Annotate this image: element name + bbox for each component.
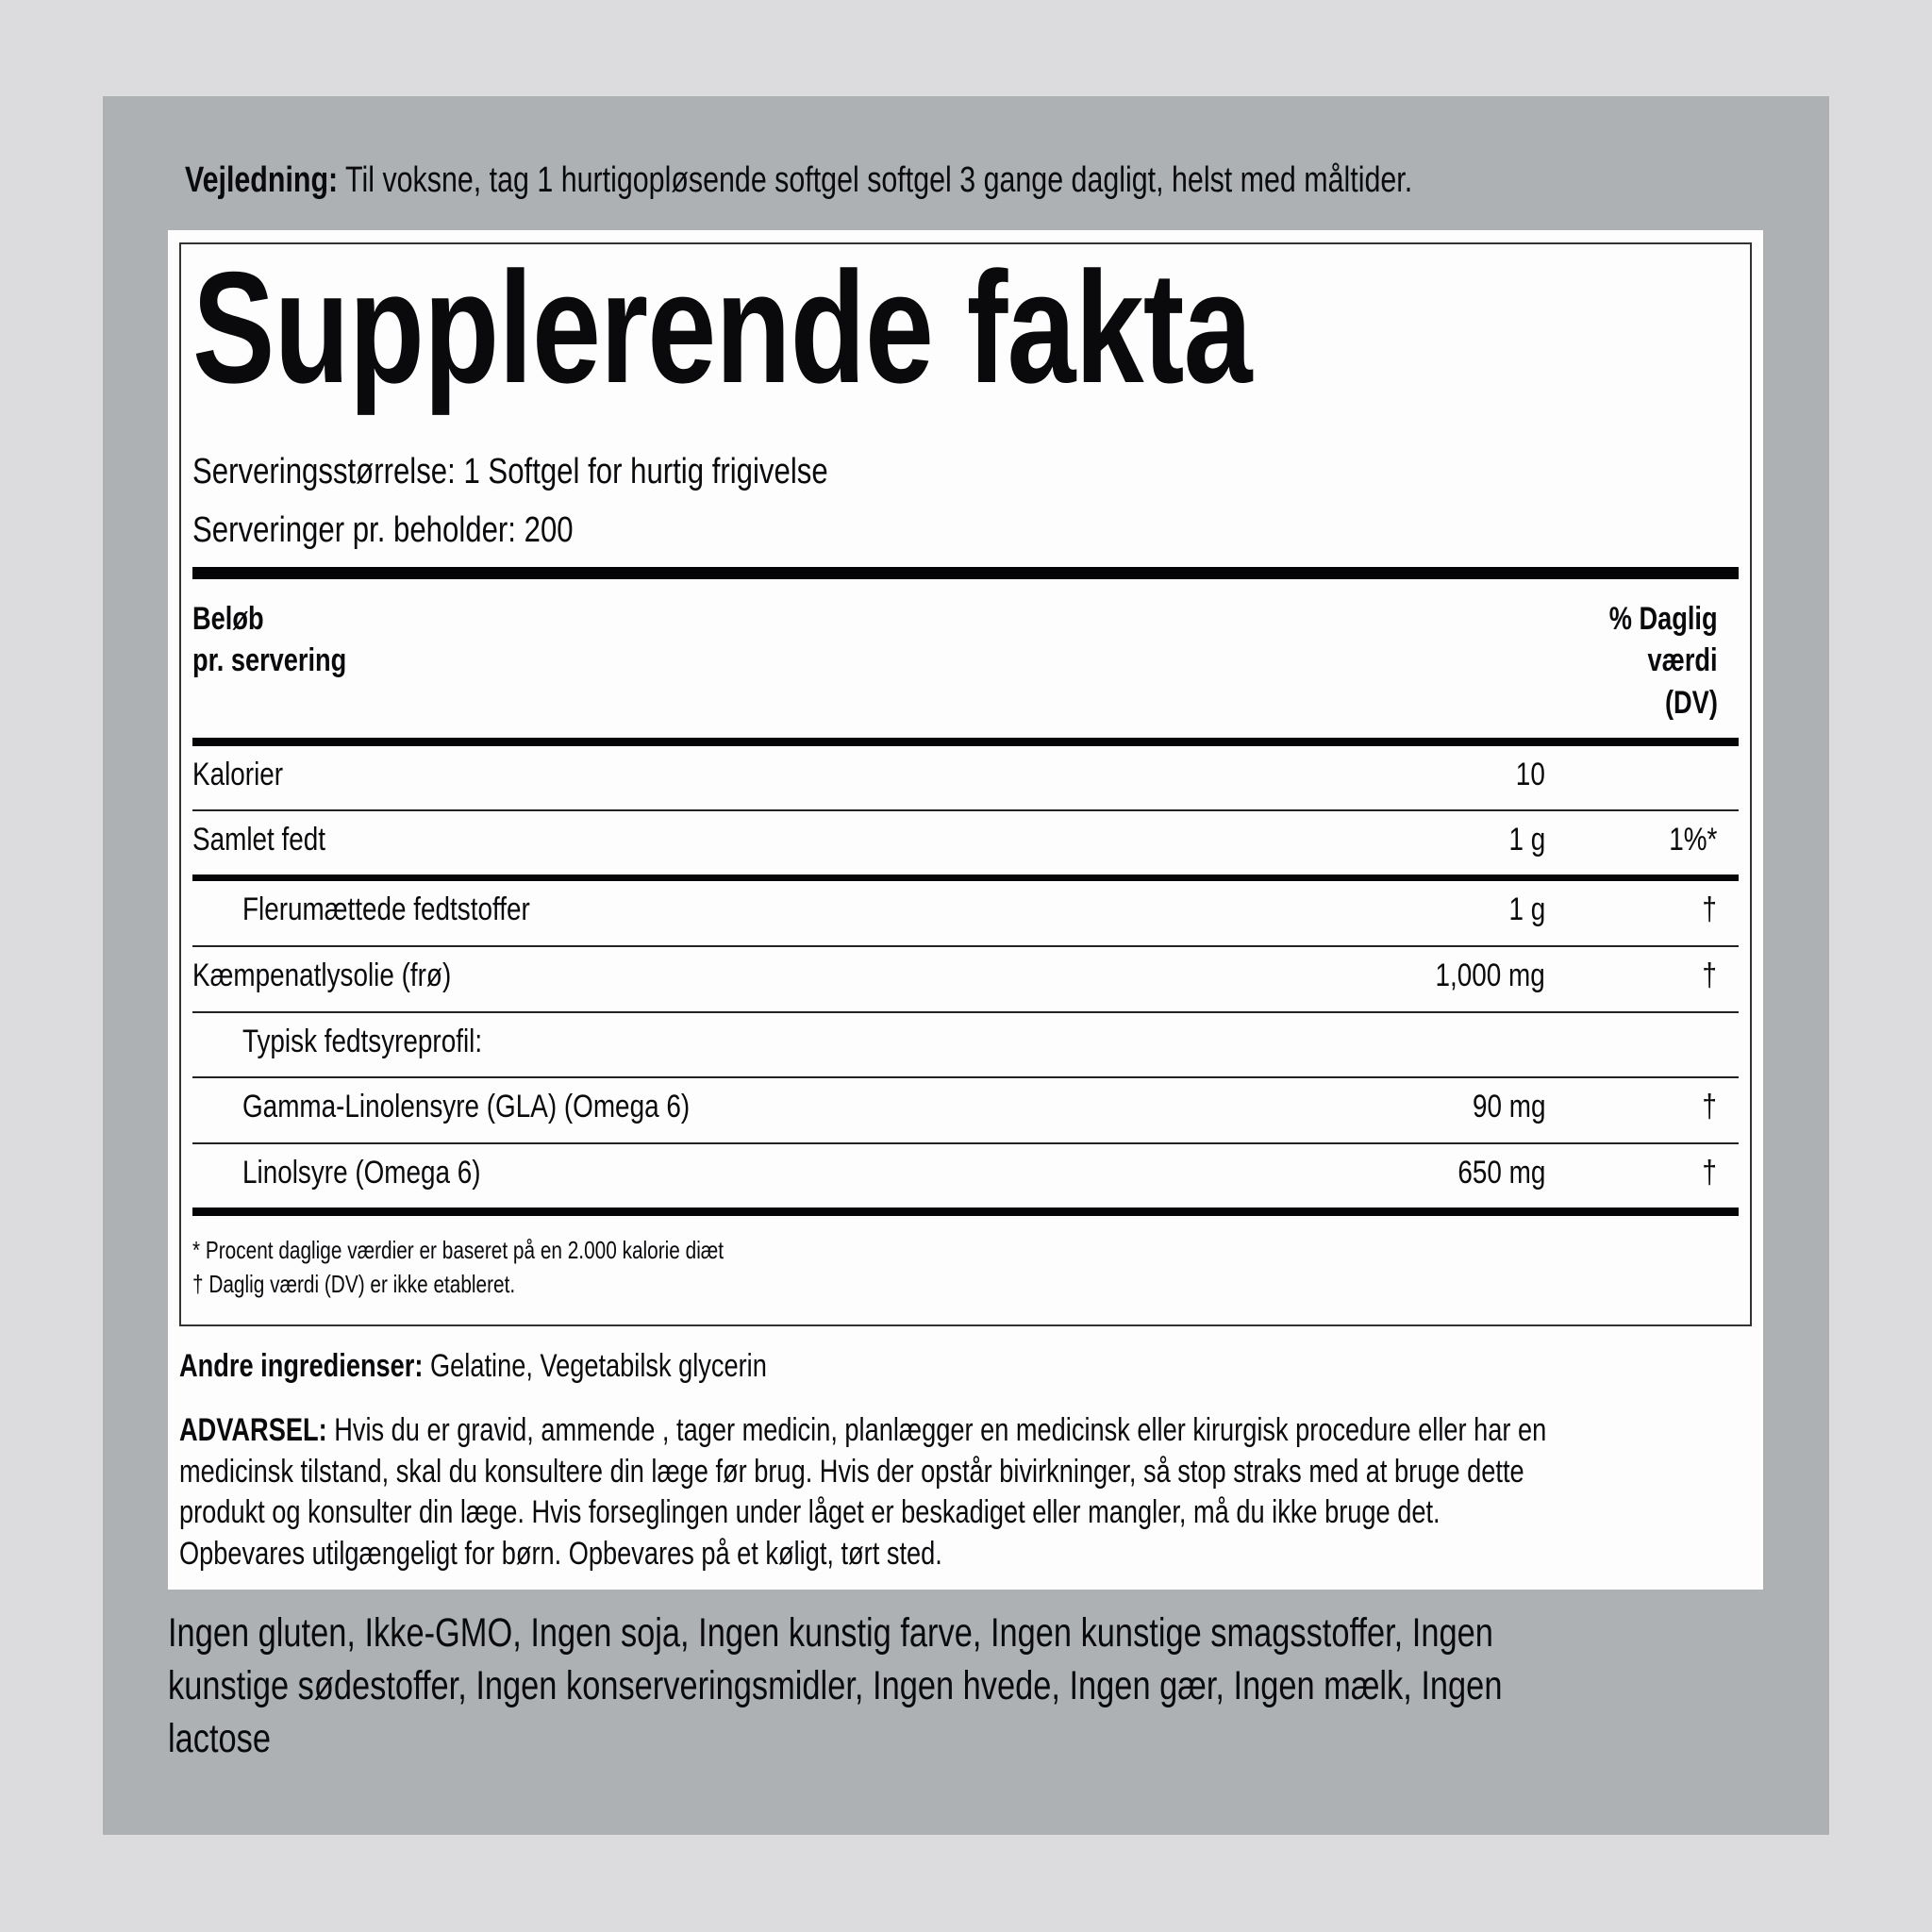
row-divider bbox=[192, 809, 1739, 811]
footnote-dv-not-established: † Daglig værdi (DV) er ikke etableret. bbox=[192, 1270, 516, 1298]
nutrient-amount: 10 bbox=[1515, 757, 1545, 792]
header-dv: % Daglig bbox=[1609, 601, 1718, 637]
header-divider bbox=[192, 738, 1739, 746]
nutrient-row bbox=[192, 955, 1739, 996]
other-ingredients bbox=[179, 1345, 914, 1387]
warning-line-3: produkt og konsulter din læge. Hvis forseglingen under låget er beskadiget eller mangler, må du ikke bruge det. bbox=[179, 1494, 1441, 1530]
header-amount-per-serving: pr. servering bbox=[192, 642, 347, 678]
warning-text: Hvis du er gravid, ammende , tager medicin, planlægger en medicinsk eller kirurgisk procedure eller har en bbox=[326, 1412, 1547, 1448]
directions bbox=[185, 158, 1719, 202]
header-amount: Beløb bbox=[192, 601, 264, 637]
nutrient-dv: † bbox=[1702, 1089, 1717, 1124]
nutrient-name: Gamma-Linolensyre (GLA) (Omega 6) bbox=[242, 1089, 691, 1124]
nutrient-name: Samlet fedt bbox=[192, 822, 326, 858]
nutrient-row bbox=[192, 1021, 1739, 1062]
nutrient-dv: † bbox=[1702, 958, 1717, 993]
row-divider-thick bbox=[192, 874, 1739, 881]
thick-divider bbox=[192, 567, 1739, 579]
row-divider bbox=[192, 1011, 1739, 1013]
warning-label: ADVARSEL: bbox=[179, 1412, 327, 1448]
nutrient-amount: 650 mg bbox=[1457, 1155, 1545, 1191]
warning-line-2: medicinsk tilstand, skal du konsultere din læge før brug. Hvis der opstår bivirkninger, så stop straks med at bruge dette bbox=[179, 1454, 1524, 1490]
row-divider bbox=[192, 1142, 1739, 1144]
directions-text: Til voksne, tag 1 hurtigopløsende softgel softgel 3 gange dagligt, helst med måltider. bbox=[338, 160, 1413, 200]
free-from-claims-line-1: Ingen gluten, Ikke-GMO, Ingen soja, Ingen kunstig farve, Ingen kunstige smagsstoffer, Ingen bbox=[168, 1610, 1493, 1656]
footnote-dv-basis: * Procent daglige værdier er baseret på en 2.000 kalorie diæt bbox=[192, 1236, 724, 1264]
other-ingredients-label: Andre ingredienser: bbox=[179, 1348, 424, 1384]
bottom-divider bbox=[192, 1208, 1739, 1216]
nutrient-name: Typisk fedtsyreprofil: bbox=[242, 1024, 483, 1059]
nutrient-row bbox=[192, 889, 1739, 930]
warning-line-1 bbox=[179, 1409, 1889, 1451]
row-divider bbox=[192, 945, 1739, 947]
header-dv-line2: værdi bbox=[1647, 642, 1718, 678]
nutrient-row bbox=[192, 1086, 1739, 1127]
nutrient-name: Kæmpenatlysolie (frø) bbox=[192, 958, 452, 993]
nutrient-dv: † bbox=[1702, 1155, 1717, 1191]
row-divider bbox=[192, 1076, 1739, 1078]
free-from-claims-line-3: lactose bbox=[168, 1716, 271, 1761]
nutrient-dv: † bbox=[1702, 891, 1717, 927]
nutrient-row bbox=[192, 1152, 1739, 1193]
nutrient-amount: 1 g bbox=[1508, 891, 1545, 927]
nutrient-row bbox=[192, 754, 1739, 795]
servings-per-container: Serveringer pr. beholder: 200 bbox=[192, 510, 574, 550]
warning-line-4: Opbevares utilgængeligt for børn. Opbevares på et køligt, tørt sted. bbox=[179, 1536, 942, 1572]
free-from-claims-line-2: kunstige sødestoffer, Ingen konserveringsmidler, Ingen hvede, Ingen gær, Ingen mælk, Ingen bbox=[168, 1663, 1503, 1708]
nutrient-row bbox=[192, 819, 1739, 860]
nutrient-dv: 1%* bbox=[1668, 822, 1717, 858]
nutrient-name: Kalorier bbox=[192, 757, 284, 792]
header-dv-line3: (DV) bbox=[1665, 685, 1718, 721]
nutrient-amount: 90 mg bbox=[1472, 1089, 1545, 1124]
facts-title: Supplerende fakta bbox=[192, 239, 1252, 416]
directions-label: Vejledning: bbox=[185, 160, 339, 200]
nutrient-amount: 1,000 mg bbox=[1435, 958, 1545, 993]
nutrient-amount: 1 g bbox=[1508, 822, 1545, 858]
other-ingredients-text: Gelatine, Vegetabilsk glycerin bbox=[423, 1348, 767, 1384]
serving-size: Serveringsstørrelse: 1 Softgel for hurtig frigivelse bbox=[192, 452, 828, 491]
nutrient-name: Flerumættede fedtstoffer bbox=[242, 891, 530, 927]
nutrient-name: Linolsyre (Omega 6) bbox=[242, 1155, 481, 1191]
